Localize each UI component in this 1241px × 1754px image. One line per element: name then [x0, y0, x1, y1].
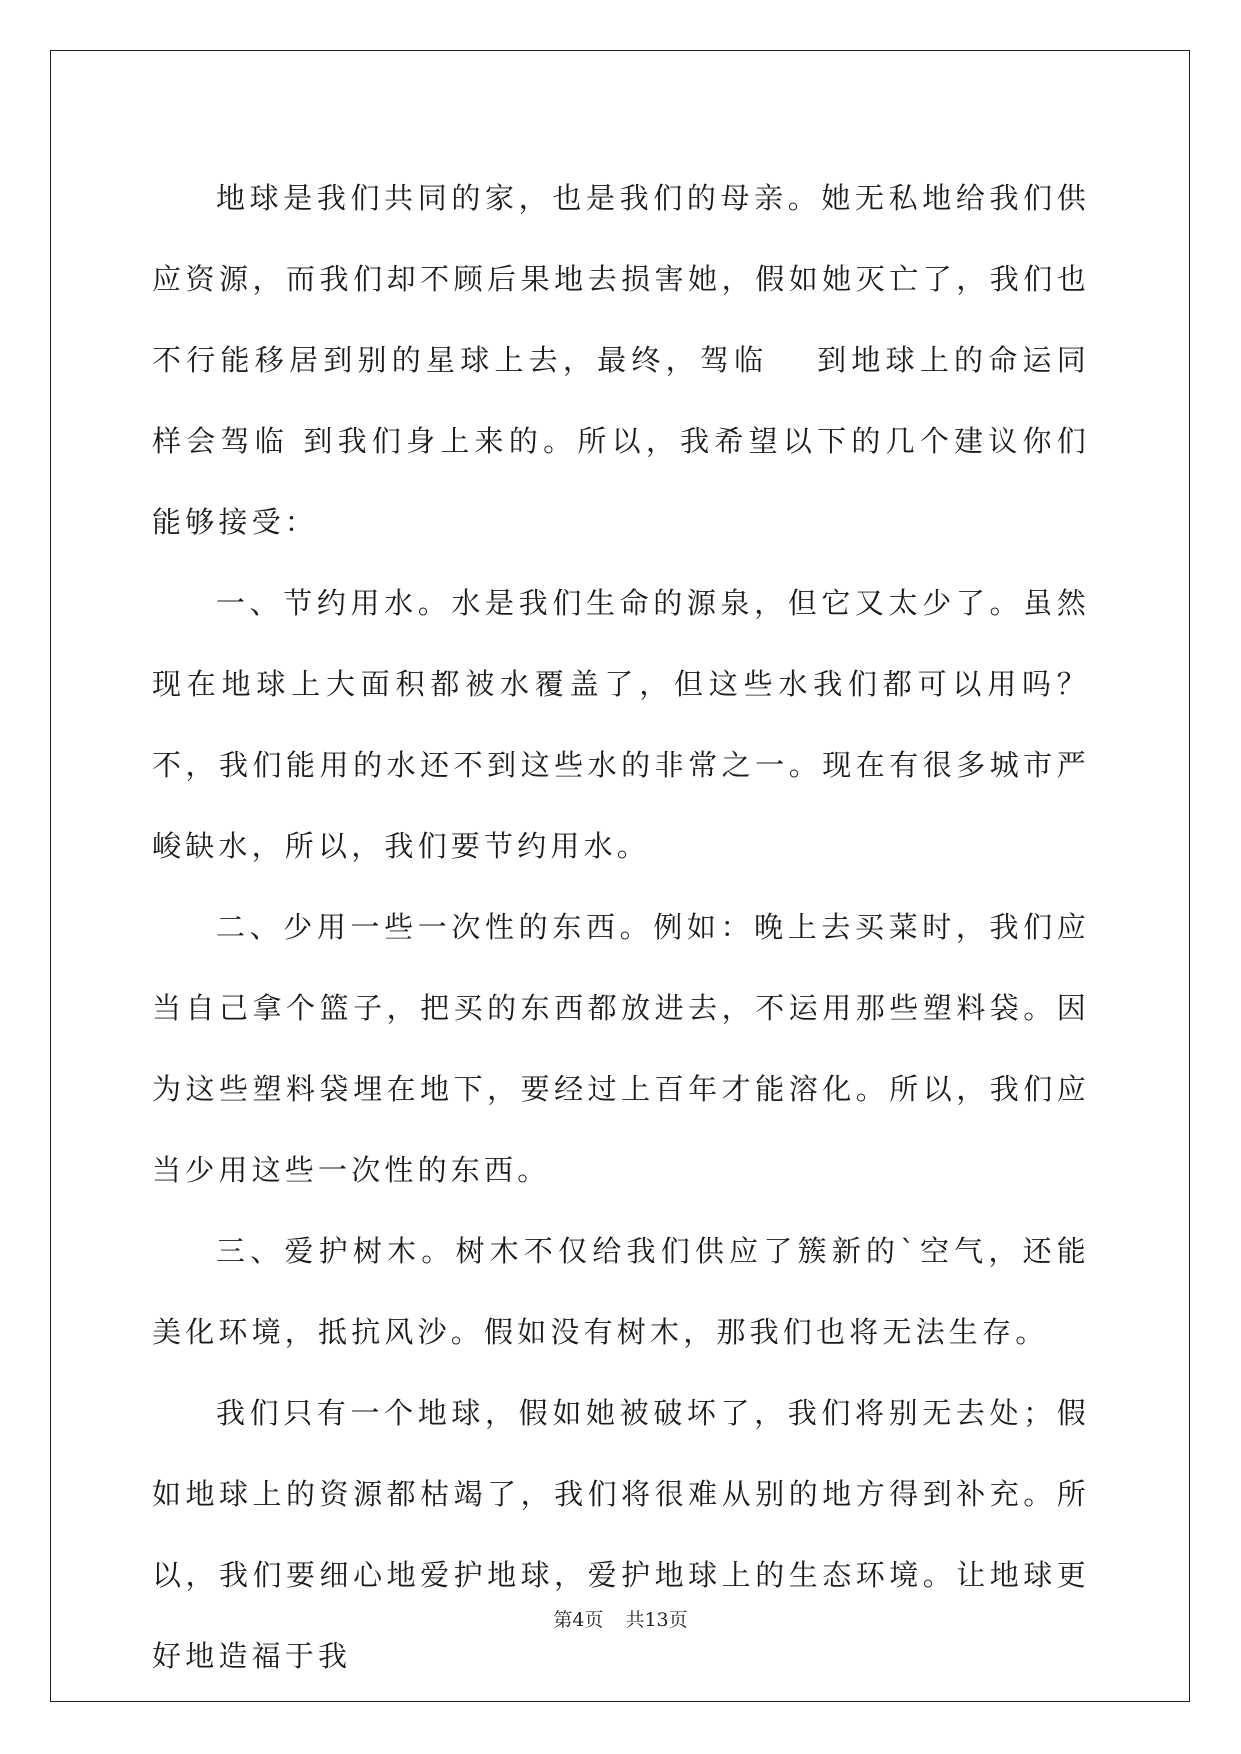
document-body — [152, 158, 1090, 1697]
paragraph-intro: 地球是我们共同的家，也是我们的母亲。她无私地给我们供应资源，而我们却不顾后果地去损害她，假如她灭亡了，我们也不行能移居到别的星球上去，最终，驾临 到地球上的命运同样会驾临 到我们身上来的。所以，我希望以下的几个建议你们能够接受： — [152, 181, 1090, 539]
page-footer — [0, 1605, 1241, 1632]
paragraph-save-water: 一、节约用水。水是我们生命的源泉，但它又太少了。虽然现在地球上大面积都被水覆盖了，但这些水我们都可以用吗？不，我们能用的水还不到这些水的非常之一。现在有很多城市严峻缺水，所以，我们要节约用水。 — [152, 586, 1090, 863]
paragraph-disposables: 二、少用一些一次性的东西。例如：晚上去买菜时，我们应当自己拿个篮子，把买的东西都放进去，不运用那些塑料袋。因为这些塑料袋埋在地下，要经过上百年才能溶化。所以，我们应当少用这些一次性的东西。 — [152, 910, 1090, 1187]
page-number: 第4页 — [553, 1609, 604, 1631]
page-total: 共13页 — [625, 1609, 688, 1631]
paragraph-trees: 三、爱护树木。树木不仅给我们供应了簇新的`空气，还能美化环境，抵抗风沙。假如没有树木，那我们也将无法生存。 — [152, 1234, 1090, 1349]
paragraph-conclusion: 我们只有一个地球，假如她被破坏了，我们将别无去处；假如地球上的资源都枯竭了，我们将很难从别的地方得到补充。所以，我们要细心地爱护地球，爱护地球上的生态环境。让地球更好地造福于我 — [152, 1396, 1090, 1673]
